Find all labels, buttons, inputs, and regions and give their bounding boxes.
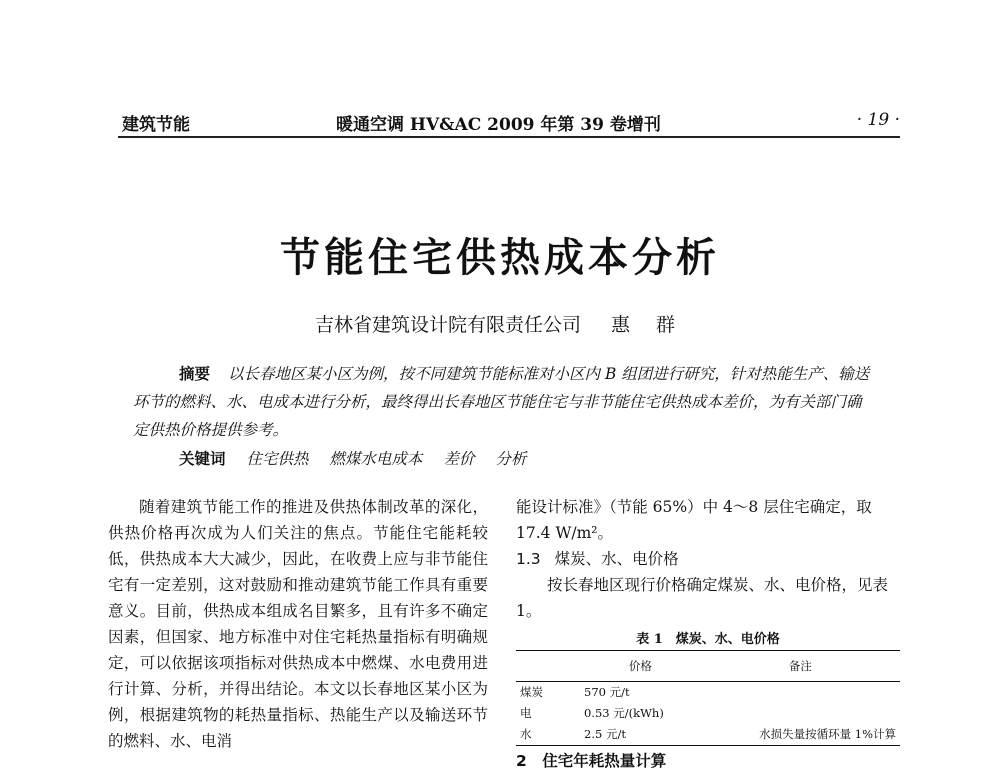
continuation-text: 能设计标准》（节能 65%）中 4～8 层住宅确定，取 17.4 W/m²。 <box>516 498 872 542</box>
section-2-heading: 2 住宅年耗热量计算 <box>516 752 667 770</box>
table-header-cell <box>516 651 580 682</box>
table-cell <box>701 682 900 704</box>
table-header-cell: 价格 <box>580 651 701 682</box>
section-title: 煤炭、水、电价格 <box>554 550 679 568</box>
author-line <box>0 310 1000 337</box>
left-column <box>108 494 488 754</box>
table-header-cell: 备注 <box>701 651 900 682</box>
table-row <box>516 682 900 704</box>
table-cell: 2.5 元/t <box>580 724 701 746</box>
keyword: 分析 <box>495 450 527 468</box>
keyword: 差价 <box>443 450 475 468</box>
table-cell <box>701 703 900 724</box>
table-caption: 表 1 煤炭、水、电价格 <box>636 632 780 647</box>
section-number: 1.3 <box>516 550 541 568</box>
affiliation: 吉林省建筑设计院有限责任公司 <box>314 314 581 336</box>
header-section: 建筑节能 <box>122 115 190 135</box>
keyword: 燃煤水电成本 <box>329 450 423 468</box>
keyword: 住宅供热 <box>246 450 309 468</box>
table-cell: 水损失量按循环量 1%计算 <box>701 724 900 746</box>
intro-paragraph: 随着建筑节能工作的推进及供热体制改革的深化，供热价格再次成为人们关注的焦点。节能住宅能耗较低，供热成本大大减少，因此，在收费上应与非节能住宅有一定差别，这对鼓励和推动建筑节能工作具有重要意义。目前，供热成本组成名目繁多，且有许多不确定因素，但国家、地方标准中对住宅耗热量指标有明确规定，可以依据该项指标对供热成本中燃煤、水电费用进行计算、分析，并得出结论。本文以长春地区某小区为例，根据建筑物的耗热量指标、热能生产以及输送环节的燃料、水、电消 <box>108 498 488 750</box>
table-row <box>516 724 900 746</box>
keywords <box>179 447 542 469</box>
abstract-label: 摘要 <box>179 364 211 383</box>
keywords-label: 关键词 <box>179 449 226 468</box>
page-number: · 19 · <box>856 110 900 130</box>
abstract <box>133 360 873 444</box>
right-column <box>516 494 900 774</box>
header-journal: 暖通空调 HV&AC 2009 年第 39 卷增刊 <box>336 115 661 135</box>
author-name: 惠 群 <box>610 314 686 336</box>
table-row <box>516 703 900 724</box>
table-cell: 0.53 元/(kWh) <box>584 706 664 720</box>
header-divider <box>118 136 900 138</box>
table-header-row <box>516 651 900 682</box>
table-cell: 水 <box>516 724 580 746</box>
abstract-text: 以长春地区某小区为例，按不同建筑节能标准对小区内 B 组团进行研究，针对热能生产、输送环节的燃料、水、电成本进行分析，最终得出长春地区节能住宅与非节能住宅供热成本差价，为有关部门确定供热价格提供参考。 <box>133 365 870 439</box>
section-1-3-heading <box>516 546 900 572</box>
table-cell: 电 <box>520 706 532 720</box>
section-1-3-text: 按长春地区现行价格确定煤炭、水、电价格，见表 1。 <box>516 576 889 620</box>
article-title: 节能住宅供热成本分析 <box>280 235 720 281</box>
price-table <box>516 650 900 746</box>
table-cell: 570 元/t <box>584 685 630 699</box>
running-header <box>118 110 900 134</box>
table-cell: 煤炭 <box>520 685 543 699</box>
